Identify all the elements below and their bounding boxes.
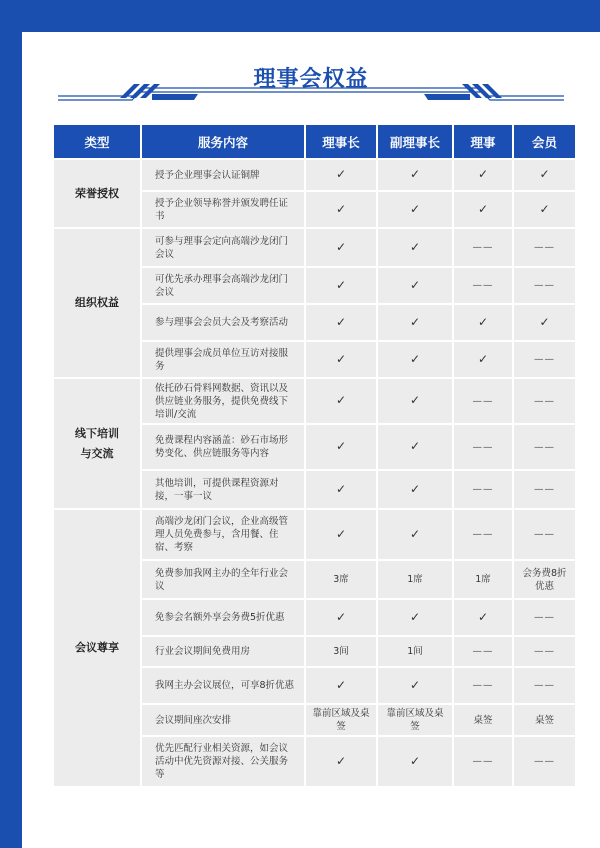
director-cell [454,705,512,735]
member-cell [514,705,575,735]
chairman-cell [306,305,376,340]
service-cell: 可参与理事会定向高端沙龙闭门会议 [142,229,304,266]
check-icon: ✓ [409,393,421,407]
chairman-cell [306,668,376,703]
check-icon: ✓ [335,393,347,407]
director-cell [454,668,512,703]
service-cell: 可优先承办理事会高端沙龙闭门会议 [142,268,304,303]
vice-chairman-cell [378,600,452,635]
value-text: 1席 [407,574,423,585]
value-text: —— [472,756,494,767]
director-cell [454,425,512,469]
check-icon: ✓ [335,439,347,453]
chairman-cell [306,160,376,190]
service-cell: 免费课程内容涵盖：砂石市场形势变化、供应链服务等内容 [142,425,304,469]
service-cell: 提供理事会成员单位互访对接服务 [142,342,304,377]
chairman-cell [306,471,376,508]
director-cell [454,342,512,377]
value-text: 桌签 [473,714,493,726]
service-cell: 授予企业领导称誉并颁发聘任证书 [142,192,304,227]
check-icon: ✓ [335,753,347,768]
service-cell: 依托砂石骨料网数据、资讯以及供应链业务服务，提供免费线下培训/交流 [142,379,304,423]
value-text: 1间 [407,646,423,657]
service-cell: 我网主办会议展位，可享8折优惠 [142,668,304,703]
value-text: —— [472,395,494,407]
director-cell [454,305,512,340]
check-icon: ✓ [335,314,347,329]
director-cell [454,600,512,635]
chairman-cell [306,737,376,786]
chairman-cell [306,510,376,559]
director-cell [454,268,512,303]
category-cell: 荣誉授权 [54,160,140,227]
chairman-cell [306,637,376,666]
chairman-cell [306,561,376,598]
check-icon: ✓ [335,677,347,692]
value-text: —— [472,529,494,540]
category-cell: 线下培训 与交流 [54,379,140,508]
value-text: —— [534,354,555,365]
check-icon: ✓ [409,167,421,181]
value-text: —— [472,242,494,253]
check-icon: ✓ [477,201,489,216]
check-icon: ✓ [335,351,347,366]
service-cell: 参与理事会会员大会及考察活动 [142,305,304,340]
member-cell [514,425,575,469]
member-cell [514,561,575,598]
header-chairman: 理事长 [306,125,376,158]
value-text: 3席 [333,574,349,585]
check-icon: ✓ [409,239,421,254]
check-icon: ✓ [409,481,421,496]
service-cell: 行业会议期间免费用房 [142,637,304,666]
service-cell: 其他培训，可提供课程资源对接，一事一议 [142,471,304,508]
check-icon: ✓ [409,277,421,292]
check-icon: ✓ [539,314,550,329]
director-cell [454,192,512,227]
member-cell [514,510,575,559]
check-icon: ✓ [335,201,347,216]
check-icon: ✓ [409,753,421,768]
chairman-cell [306,342,376,377]
vice-chairman-cell [378,471,452,508]
value-text: —— [534,529,555,540]
vice-chairman-cell [378,305,452,340]
member-cell [514,268,575,303]
director-cell [454,637,512,666]
check-icon: ✓ [409,201,421,216]
check-icon: ✓ [335,609,347,624]
check-icon: ✓ [477,167,489,181]
member-cell [514,379,575,423]
check-icon: ✓ [409,609,421,624]
value-text: —— [472,441,494,453]
vice-chairman-cell [378,510,452,559]
member-cell [514,229,575,266]
director-cell [454,471,512,508]
check-icon: ✓ [409,314,421,329]
table-header-row [54,125,575,158]
vice-chairman-cell [378,160,452,190]
director-cell [454,160,512,190]
service-cell: 免参会名额外享会务费5折优惠 [142,600,304,635]
value-text: —— [534,395,555,407]
page-title: 理事会权益 [253,67,369,92]
vice-chairman-cell [378,379,452,423]
header-vice-chairman: 副理事长 [378,125,452,158]
table-row [54,510,575,559]
service-cell: 免费参加我网主办的全年行业会议 [142,561,304,598]
table-row [54,379,575,423]
director-cell [454,510,512,559]
check-icon: ✓ [477,314,489,329]
check-icon: ✓ [335,526,347,541]
vice-chairman-cell [378,425,452,469]
chairman-cell [306,379,376,423]
value-text: —— [534,646,555,657]
value-text: 靠前区域及桌签 [386,708,444,732]
vice-chairman-cell [378,268,452,303]
header-director: 理事 [454,125,512,158]
header-type: 类型 [54,125,140,158]
chairman-cell [306,705,376,735]
chairman-cell [306,600,376,635]
value-text: —— [534,484,555,495]
check-icon: ✓ [409,526,421,541]
chairman-cell [306,229,376,266]
vice-chairman-cell [378,561,452,598]
value-text: 1席 [475,574,491,585]
check-icon: ✓ [335,481,347,496]
check-icon: ✓ [477,351,489,366]
document-sheet [22,32,600,848]
vice-chairman-cell [378,229,452,266]
check-icon: ✓ [335,167,347,181]
table-row [54,229,575,266]
member-cell [514,668,575,703]
check-icon: ✓ [477,609,489,624]
member-cell [514,192,575,227]
value-text: —— [534,280,555,291]
check-icon: ✓ [409,439,421,453]
value-text: —— [534,612,555,623]
member-cell [514,600,575,635]
check-icon: ✓ [409,677,421,692]
member-cell [514,471,575,508]
value-text: —— [534,756,555,767]
vice-chairman-cell [378,737,452,786]
category-cell: 会议尊享 [54,510,140,786]
member-cell [514,737,575,786]
chairman-cell [306,425,376,469]
value-text: —— [472,484,494,495]
chairman-cell [306,268,376,303]
vice-chairman-cell [378,637,452,666]
category-cell: 组织权益 [54,229,140,377]
value-text: 会务费8折优惠 [522,567,567,592]
check-icon: ✓ [539,167,550,181]
director-cell [454,229,512,266]
director-cell [454,561,512,598]
value-text: 桌签 [534,714,554,726]
vice-chairman-cell [378,705,452,735]
table-body [54,160,575,786]
value-text: —— [472,280,494,291]
value-text: —— [534,680,555,691]
service-cell: 会议期间座次安排 [142,705,304,735]
table-row [54,160,575,190]
vice-chairman-cell [378,342,452,377]
value-text: —— [472,680,494,691]
value-text: 靠前区域及桌签 [312,708,370,732]
value-text: 3间 [333,646,349,657]
member-cell [514,637,575,666]
member-cell [514,160,575,190]
header-member: 会员 [514,125,575,158]
check-icon: ✓ [335,277,347,292]
service-cell: 高端沙龙闭门会议，企业高级管理人员免费参与，含用餐、住宿、考察 [142,510,304,559]
value-text: —— [534,242,555,253]
vice-chairman-cell [378,668,452,703]
service-cell: 优先匹配行业相关资源，如会议活动中优先资源对接、公关服务等 [142,737,304,786]
vice-chairman-cell [378,192,452,227]
check-icon: ✓ [409,351,421,366]
director-cell [454,379,512,423]
benefits-table [52,123,577,788]
member-cell [514,342,575,377]
director-cell [454,737,512,786]
check-icon: ✓ [335,239,347,254]
value-text: —— [534,441,555,453]
service-cell: 授予企业理事会认证铜牌 [142,160,304,190]
chairman-cell [306,192,376,227]
header-service: 服务内容 [142,125,304,158]
value-text: —— [472,646,494,657]
check-icon: ✓ [539,201,550,216]
member-cell [514,305,575,340]
